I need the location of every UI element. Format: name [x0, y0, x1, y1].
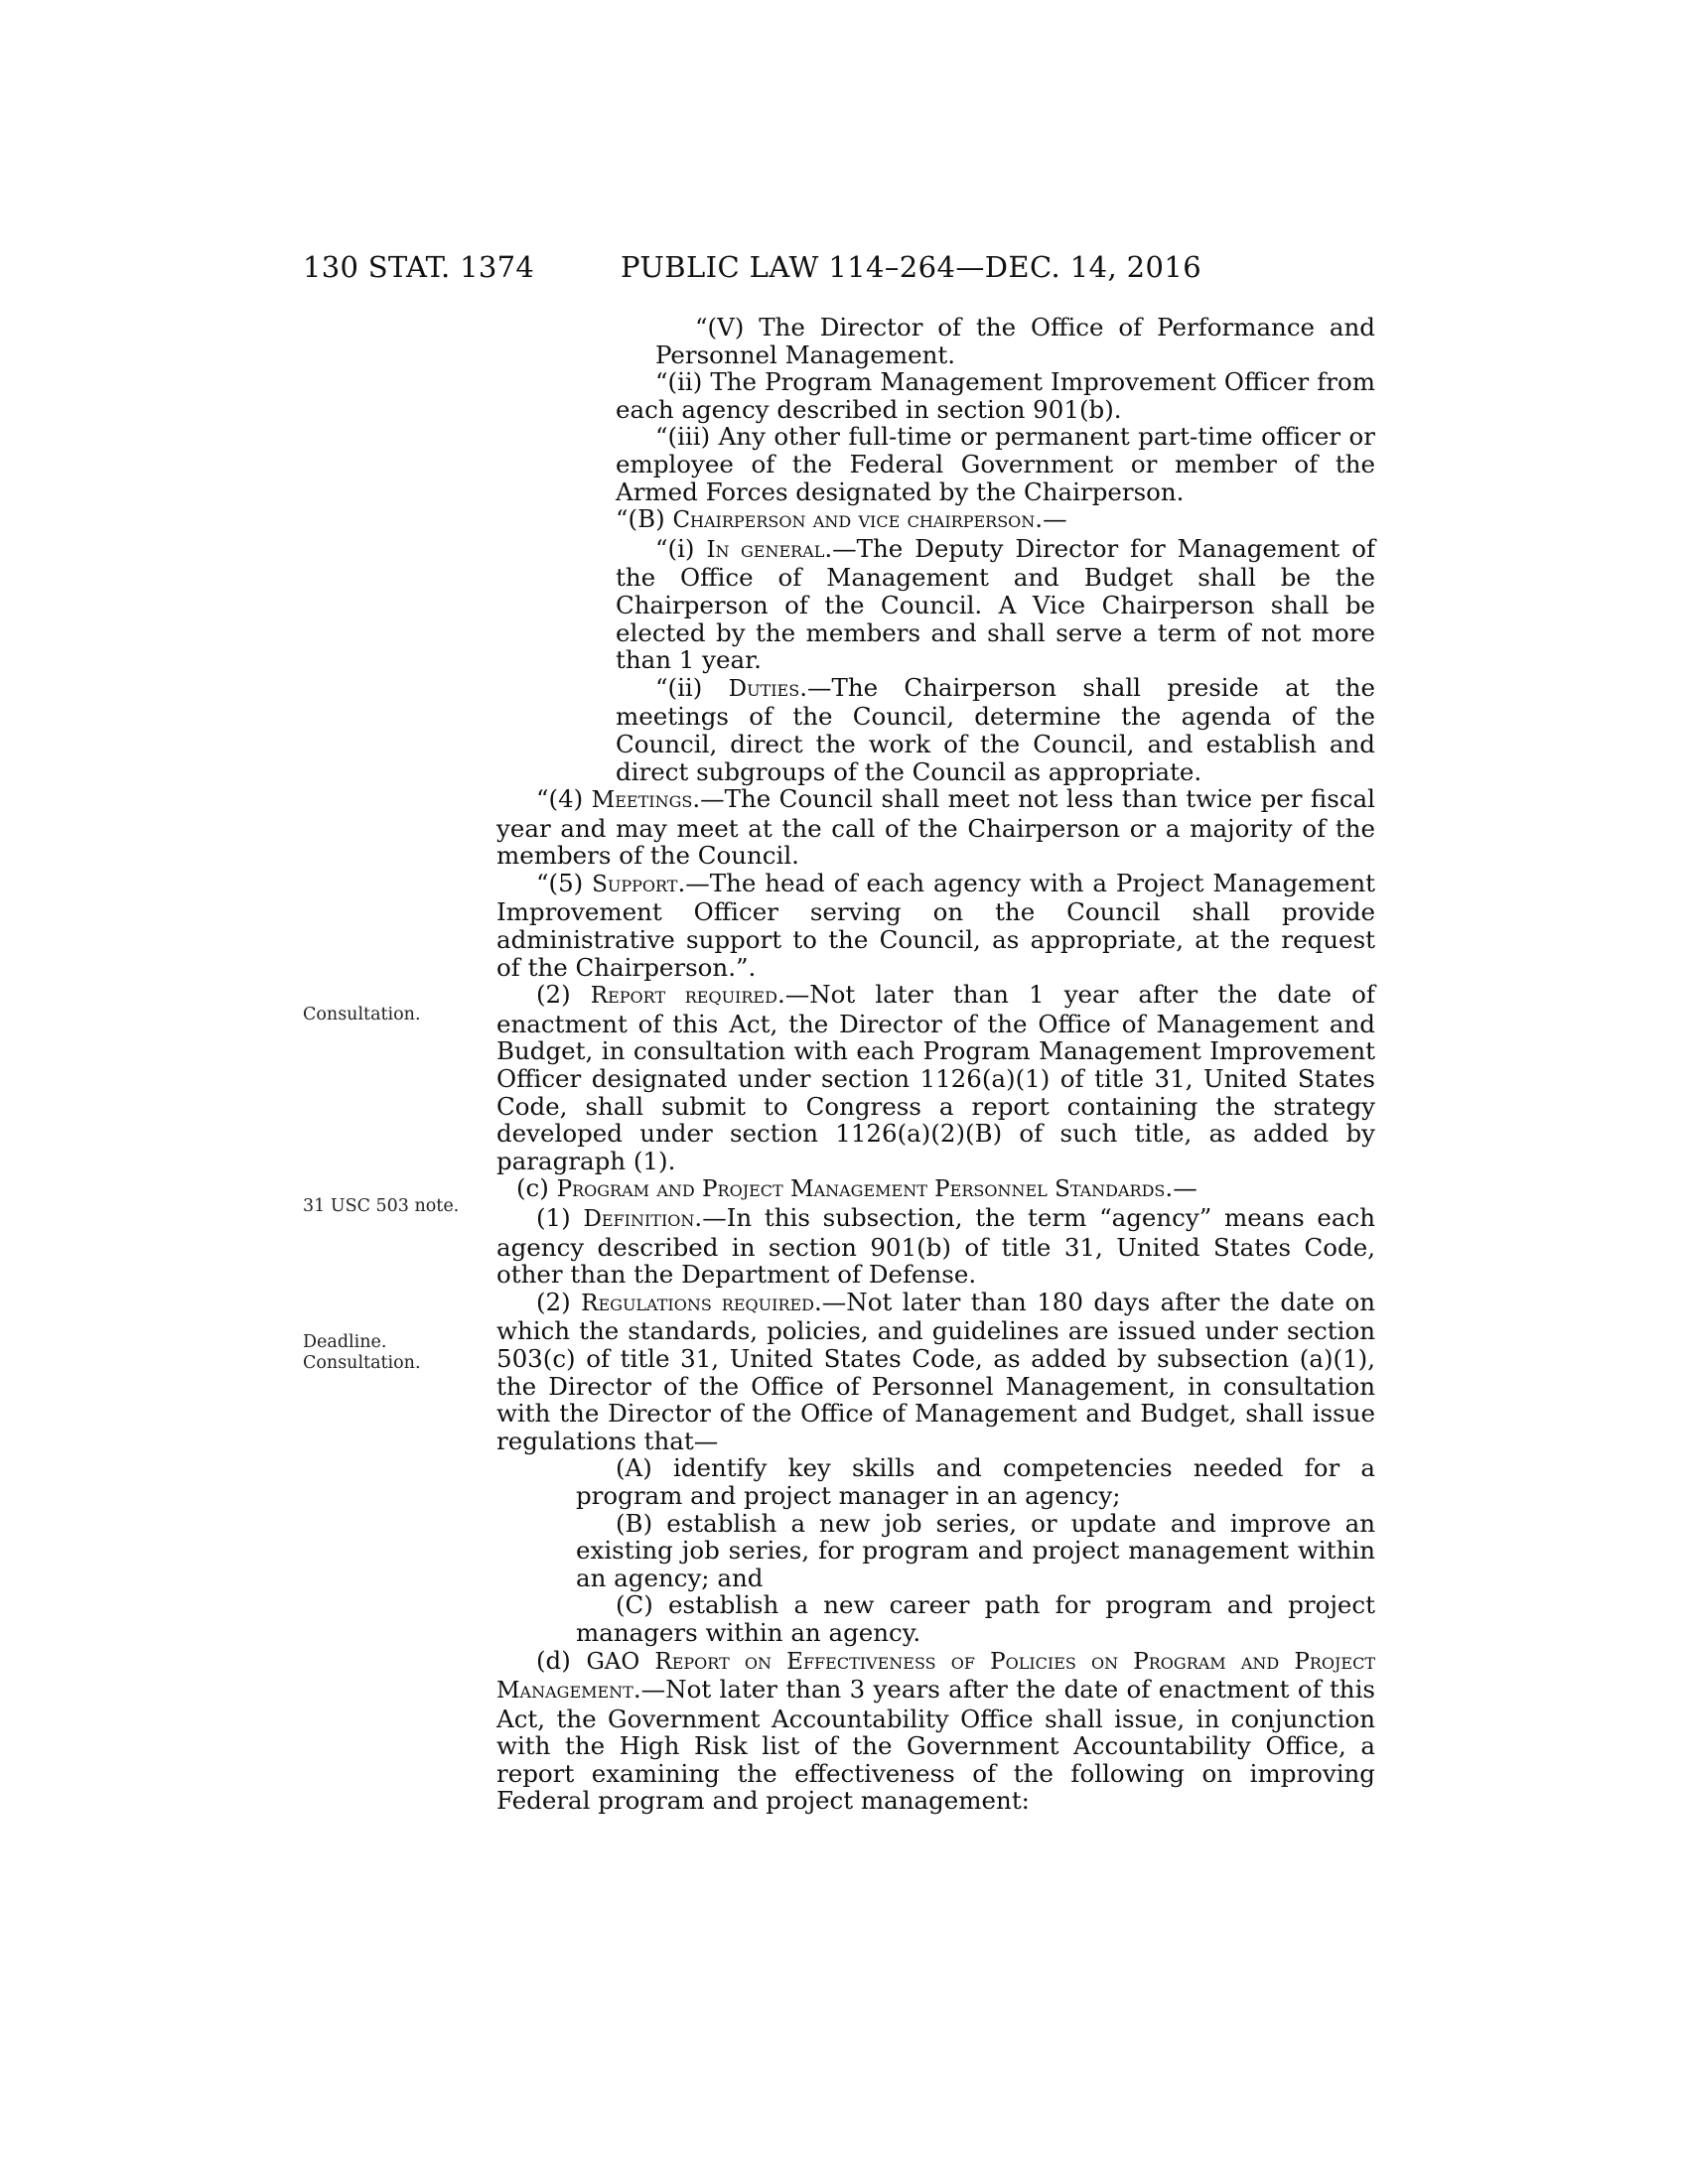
margin-note-consultation: Consultation. — [303, 1005, 421, 1024]
paragraph-text: .— — [1035, 504, 1067, 534]
paragraph-text: (2) — [536, 1287, 582, 1316]
paragraph — [496, 785, 1375, 870]
paragraph-text: (C) establish a new career path for program and project managers within an agency. — [576, 1590, 1375, 1647]
heading-text: Regulations required — [581, 1290, 814, 1316]
heading-text: Support — [592, 871, 678, 897]
paragraph-text: “(V) The Director of the Office of Performance and Personnel Management. — [655, 313, 1375, 369]
paragraph-text: .—The Council shall meet not less than twice per fiscal year and may meet at the call of the Chairperson or a majority of the members of the Council. — [496, 784, 1375, 871]
paragraph-text: (c) — [516, 1173, 557, 1203]
paragraph-text: (d) — [536, 1645, 587, 1675]
paragraph-text: .—In this subsection, the term “agency” means each agency described in section 901(b) of title 31, United States Code, other than the Department of Defense. — [496, 1203, 1375, 1290]
statute-body — [496, 314, 1375, 1815]
paragraph-text: “(ii) — [655, 672, 729, 702]
statute-page-number: 130 STAT. 1374 — [303, 250, 535, 284]
paragraph-text: (B) establish a new job series, or update and improve an existing job series, for program and project management within an agency; and — [576, 1508, 1375, 1592]
paragraph — [496, 870, 1375, 981]
public-law-header: PUBLIC LAW 114–264—DEC. 14, 2016 — [621, 250, 1202, 284]
paragraph — [496, 1454, 1375, 1509]
heading-text: In general — [706, 536, 825, 563]
paragraph — [496, 314, 1375, 368]
paragraph — [496, 1591, 1375, 1646]
margin-note-deadline: Deadline. — [303, 1332, 387, 1352]
paragraph-text: “(5) — [536, 868, 593, 897]
paragraph — [496, 981, 1375, 1174]
paragraph — [496, 1647, 1375, 1816]
paragraph — [496, 1204, 1375, 1289]
paragraph — [496, 674, 1375, 785]
paragraph-text: .—The head of each agency with a Project Management Improvement Officer serving on the Council shall provide administrative support to the Council, as appropriate, at the request of the Chairperson.”. — [496, 868, 1375, 982]
paragraph-text: “(4) — [536, 784, 592, 814]
paragraph — [477, 1174, 1375, 1204]
paragraph — [496, 423, 1375, 505]
paragraph — [496, 535, 1375, 674]
paragraph-text: “(i) — [655, 533, 707, 563]
paragraph — [496, 505, 1375, 535]
heading-text: Meetings — [591, 787, 693, 814]
paragraph-text: (1) — [536, 1203, 584, 1232]
paragraph-text: “(ii) The Program Management Improvement Officer from each agency described in section 901(b). — [616, 367, 1375, 424]
heading-text: Chairperson and vice chairperson — [672, 507, 1036, 534]
heading-text: Report required — [590, 983, 777, 1010]
heading-text: GAO Report on Effectiveness of Policies on Program and Project Management — [496, 1648, 1376, 1705]
paragraph-text: .—Not later than 3 years after the date of enactment of this Act, the Government Accountability Office shall issue, in conjunction with the High Risk list of the Government Accountability Office, a report examining the effectiveness of the following on improving Federal program and project management: — [496, 1675, 1375, 1816]
paragraph — [496, 368, 1375, 423]
margin-note-usc: 31 USC 503 note. — [303, 1196, 460, 1216]
paragraph-text: .—Not later than 180 days after the date on which the standards, policies, and guidelines are issued under section 503(c) of title 31, United States Code, as added by subsection (a)(1), the Director of the Office of Personnel Management, in consultation with the Director of the Office of Management and Budget, shall issue regulations that— — [496, 1287, 1375, 1455]
heading-text: Duties — [728, 675, 800, 702]
paragraph-text: “(B) — [616, 504, 673, 534]
margin-note-consultation-2: Consultation. — [303, 1353, 421, 1373]
heading-text: Definition — [583, 1206, 695, 1232]
paragraph-text: .—The Chairperson shall preside at the meetings of the Council, determine the agenda of the Council, direct the work of the Council, and establish and direct subgroups of the Council as appropriate. — [616, 672, 1375, 786]
paragraph — [496, 1289, 1375, 1455]
paragraph-text: .— — [1165, 1173, 1197, 1203]
heading-text: Program and Project Management Personnel Standards — [556, 1176, 1166, 1203]
paragraph-text: .—The Deputy Director for Management of the Office of Management and Budget shall be the Chairperson of the Council. A Vice Chairperson shall be elected by the members and shall serve a term of not more than 1 year. — [616, 533, 1376, 675]
paragraph-text: (2) — [536, 980, 591, 1010]
paragraph-text: “(iii) Any other full-time or permanent part-time officer or employee of the Federal Government or member of the Armed Forces designated by the Chairperson. — [616, 422, 1375, 506]
paragraph-text: (A) identify key skills and competencies needed for a program and project manager in an agency; — [576, 1453, 1375, 1510]
paragraph — [496, 1510, 1375, 1592]
paragraph-text: .—Not later than 1 year after the date of enactment of this Act, the Director of the Office of Management and Budget, in consultation with each Program Management Improvement Officer designated under section 1126(a)(1) of title 31, United States Code, shall submit to Congress a report containing the strategy developed under section 1126(a)(2)(B) of such title, as added by paragraph (1). — [496, 980, 1375, 1175]
